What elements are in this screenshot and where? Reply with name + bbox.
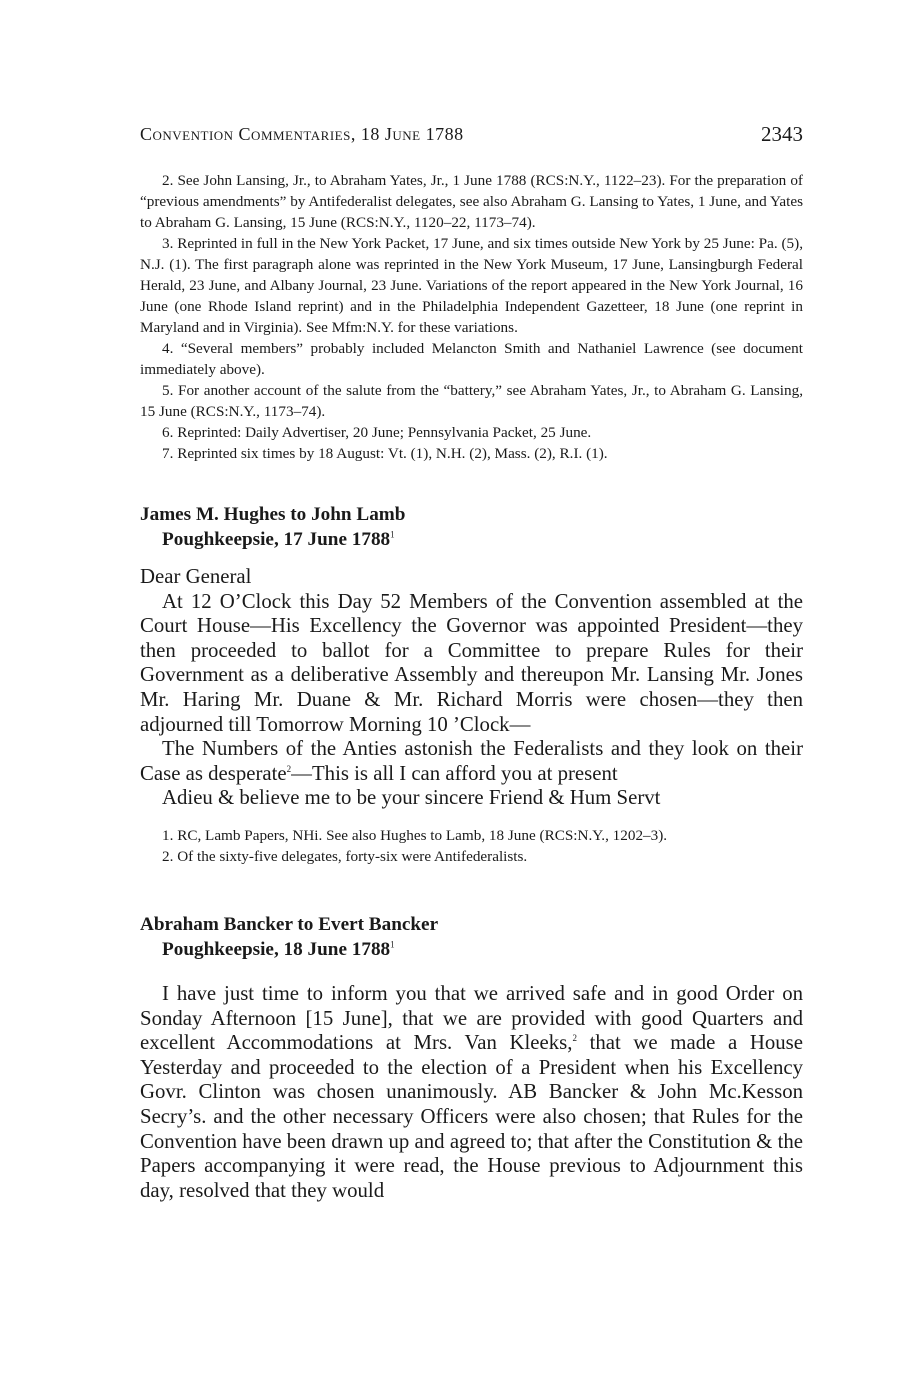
letter-paragraph: At 12 O’Clock this Day 52 Members of the Convention assembled at the Court House—His Excellency the Governor was appointed President—they then proceeded to ballot for a Committee to prepare Rules for their Government as a deliberative Assembly and thereupon Mr. Lansing Mr. Jones Mr. Haring Mr. Duane & Mr. Richard Morris were chosen—they then adjourned till Tomorrow Morning 10 ’Clock— [140,589,803,736]
letter-title: James M. Hughes to John Lamb [140,504,406,525]
paragraph-text: —This is all I can afford you at present [291,761,618,785]
place-date-text: Poughkeepsie, 18 June 1788 [162,938,391,960]
footnote: 1. RC, Lamb Papers, NHi. See also Hughes to Lamb, 18 June (RCS:N.Y., 1202–3). [162,826,668,844]
letter-title: Abraham Bancker to Evert Bancker [140,913,439,935]
letter-place-date [140,527,803,552]
page-header [140,118,803,152]
footnote: 7. Reprinted six times by 18 August: Vt. (1), N.H. (2), Mass. (2), R.I. (1). [162,445,608,462]
footnote: 4. “Several members” probably included Melancton Smith and Nathaniel Lawrence (see document immediately above). [140,340,803,378]
place-date-text: Poughkeepsie, 17 June 1788 [162,529,391,550]
letter-footnotes [140,825,803,867]
footnote-mark: 1 [390,529,395,540]
paragraph-text: that we made a House Yesterday and proceeded to the election of a President when his Excellency Govr. Clinton was chosen unanimously. AB Bancker & John Mc.Kesson Secry’s. and the other necessary Officers were also chosen; that Rules for the Convention have been drawn up and agreed to; that after the Constitution & the Papers accompanying it were read, the House previous to Adjournment this day, resolved that they would [140,1031,803,1202]
footnote: 2. See John Lansing, Jr., to Abraham Yates, Jr., 1 June 1788 (RCS:N.Y., 1122–23). For the preparation of “previous amendments” by Antifederalist delegates, see also Abraham G. Lansing to Yates, 1 June, and Yates to Abraham G. Lansing, 15 June (RCS:N.Y., 1120–22, 1173–74). [140,172,803,231]
letter-body [140,982,803,1203]
letter-paragraph [140,982,803,1203]
footnote: 6. Reprinted: Daily Advertiser, 20 June; Pennsylvania Packet, 25 June. [162,424,592,441]
letter-paragraph [140,737,803,786]
running-head: Convention Commentaries, 18 June 1788 [140,124,464,144]
paragraph-text: The Numbers of the Anties astonish the Federalists and they look on their Case as desperate [140,737,803,785]
salutation: Dear General [140,565,252,588]
letter-heading [140,502,803,552]
page-number: 2343 [761,122,803,146]
paragraph-text: I have just time to inform you that we arrived safe and in good Order on Sonday Afternoon [15 June], that we are provided with good Quarters and excellent Accommodations at Mrs. Van Kleeks, [140,981,803,1055]
footnote: 5. For another account of the salute from the “battery,” see Abraham Yates, Jr., to Abraham G. Lansing, 15 June (RCS:N.Y., 1173–74). [140,382,803,420]
footnote: 3. Reprinted in full in the New York Packet, 17 June, and six times outside New York by 25 June: Pa. (5), N.J. (1). The first paragraph alone was reprinted in the New York Museum, 17 June, Lansingburgh Federal Herald, 23 June, and Albany Journal, 23 June. Variations of the report appeared in the New York Journal, 16 June (one Rhode Island reprint) and in the Philadelphia Independent Gazetteer, 18 June (one reprint in Maryland and in Virginia). See Mfm:N.Y. for these variations. [140,235,803,336]
letter-place-date [140,937,803,962]
letter-hughes-to-lamb [140,502,803,867]
footnotes-continued [140,170,803,464]
footnote-mark: 2 [286,763,292,774]
footnote-mark: 1 [390,939,395,950]
footnote: 2. Of the sixty-five delegates, forty-six were Antifederalists. [162,847,528,865]
letter-heading [140,912,803,962]
letter-body [140,565,803,811]
letter-bancker-to-bancker [140,912,803,1203]
document-page [140,118,803,1203]
footnote-mark: 2 [572,1033,577,1044]
letter-closing: Adieu & believe me to be your sincere Friend & Hum Servt [162,786,661,810]
